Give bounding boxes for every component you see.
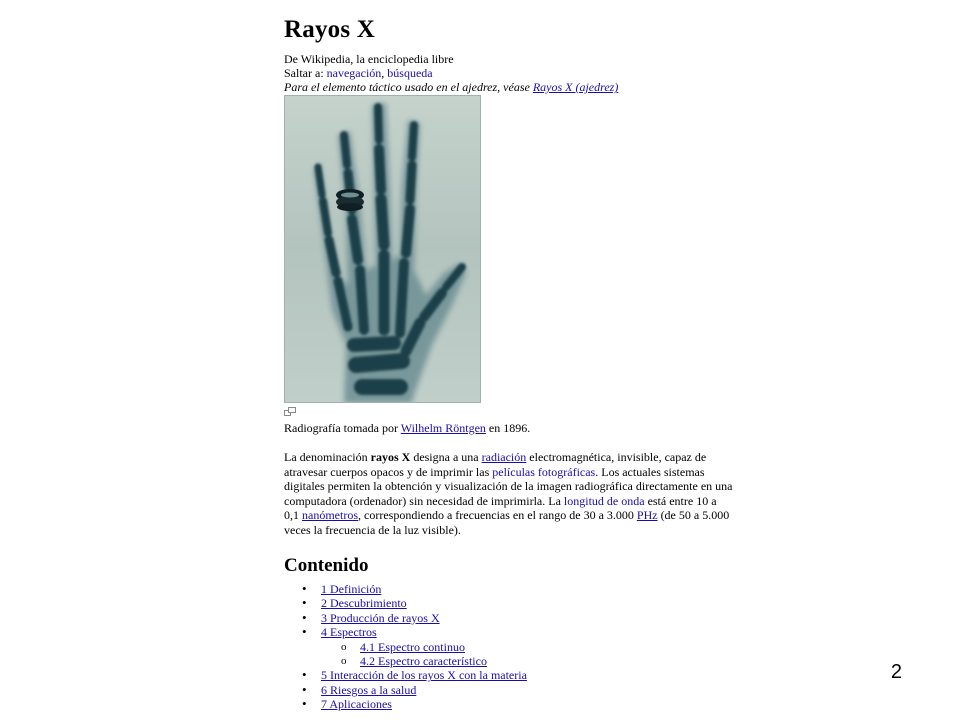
toc-link-produccion[interactable]: 3 Producción de rayos X: [321, 610, 440, 625]
magnify-icon[interactable]: [284, 407, 296, 416]
site-subtitle: De Wikipedia, la enciclopedia libre: [284, 52, 454, 66]
disambiguation-note: [284, 80, 734, 94]
jump-separator: ,: [381, 66, 388, 80]
toc-item: [284, 596, 734, 610]
toc-link-aplicaciones[interactable]: 7 Aplicaciones: [321, 697, 392, 712]
jump-navigation-link[interactable]: navegación: [326, 66, 382, 80]
intro-text-4: . Los actuales sistemas digitales permiten la obtención y visualización de la imagen radiográfica directamente en una computadora (ordenador) sin necesidad de imprimirla. La: [284, 464, 733, 508]
link-phz[interactable]: PHz: [636, 508, 658, 522]
page-title: Rayos X: [284, 16, 375, 43]
jump-search-link[interactable]: búsqueda: [387, 66, 433, 80]
caption-suffix: en 1896.: [485, 421, 531, 435]
link-nanometros[interactable]: nanómetros: [302, 508, 358, 522]
toc-link-espectro-caracteristico[interactable]: 4.2 Espectro característico: [360, 654, 487, 669]
link-longitud-de-onda[interactable]: longitud de onda: [563, 493, 645, 508]
intro-paragraph: [284, 450, 734, 537]
link-peliculas-fotograficas[interactable]: películas fotográficas: [492, 464, 596, 479]
toc-link-riesgos[interactable]: 6 Riesgos a la salud: [321, 682, 417, 697]
intro-text-1: La denominación: [284, 450, 371, 464]
toc-subitem: [284, 654, 734, 668]
intro-text-6: , correspondiendo a frecuencias en el rango de 30 a 3.000: [358, 508, 637, 522]
intro-text-5: está entre 10 a 0,1: [284, 493, 717, 522]
intro-bold-term: rayos X: [370, 450, 411, 464]
jump-prefix: Saltar a:: [284, 66, 327, 80]
toc-item: [284, 582, 734, 596]
jump-links: [284, 66, 734, 80]
toc-link-espectro-continuo[interactable]: 4.1 Espectro continuo: [360, 639, 465, 654]
toc-item: [284, 611, 734, 625]
toc-item: [284, 697, 734, 711]
intro-text-2: designa a una: [410, 450, 482, 464]
toc-subitem: [284, 640, 734, 654]
contents-heading: Contenido: [284, 555, 369, 576]
toc-link-descubrimiento[interactable]: 2 Descubrimiento: [321, 596, 407, 611]
toc-link-interaccion[interactable]: 5 Interacción de los rayos X con la materia: [321, 668, 527, 683]
toc-item: [284, 625, 734, 639]
ring-mark: [336, 189, 364, 211]
link-radiacion[interactable]: radiación: [481, 450, 527, 464]
intro-text-3: electromagnética, invisible, capaz de atravesar cuerpos opacos y de imprimir las: [284, 450, 707, 479]
image-caption: [284, 421, 734, 435]
caption-prefix: Radiografía tomada por: [284, 421, 401, 435]
toc-link-definicion[interactable]: 1 Definición: [321, 582, 382, 596]
xray-hand-image[interactable]: [284, 95, 481, 403]
caption-link-rontgen[interactable]: Wilhelm Röntgen: [400, 421, 486, 435]
toc-item: [284, 683, 734, 697]
disambiguation-text: Para el elemento táctico usado en el ajedrez, véase: [284, 80, 533, 94]
slide-page-number: 2: [890, 661, 902, 683]
intro-text-7: (de 50 a 5.000 veces la frecuencia de la luz visible).: [284, 508, 730, 537]
table-of-contents: [284, 582, 734, 712]
toc-link-espectros[interactable]: 4 Espectros: [321, 625, 377, 640]
disambiguation-link[interactable]: Rayos X (ajedrez): [532, 80, 619, 94]
toc-item: [284, 668, 734, 682]
article-content: [284, 14, 734, 712]
